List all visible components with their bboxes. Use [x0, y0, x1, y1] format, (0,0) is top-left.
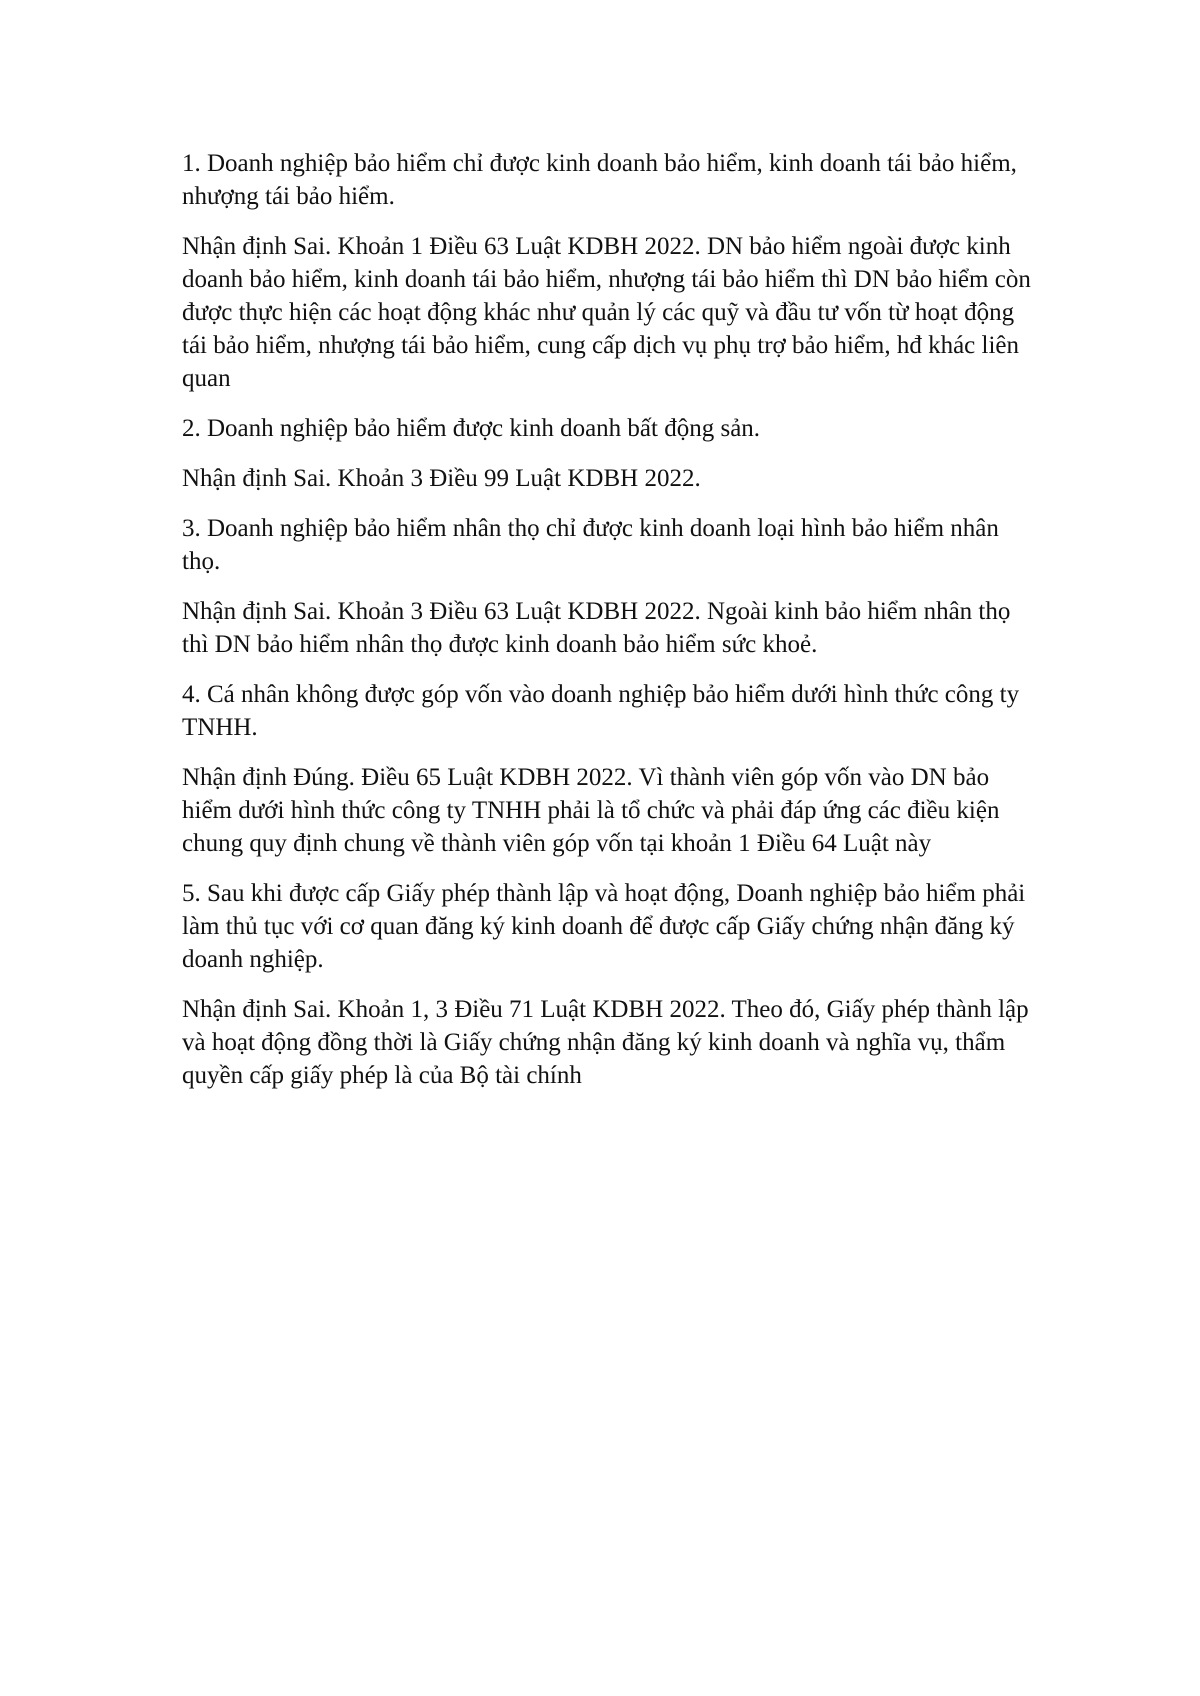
- answer-4: Nhận định Đúng. Điều 65 Luật KDBH 2022. Vì thành viên góp vốn vào DN bảo hiểm dưới hình thức công ty TNHH phải là tổ chức và phải đáp ứng các điều kiện chung quy định chung về thành viên góp vốn tại khoản 1 Điều 64 Luật này: [182, 764, 1000, 857]
- question-3: 3. Doanh nghiệp bảo hiểm nhân thọ chỉ được kinh doanh loại hình bảo hiểm nhân thọ.: [182, 515, 999, 575]
- answer-5: Nhận định Sai. Khoản 1, 3 Điều 71 Luật KDBH 2022. Theo đó, Giấy phép thành lập và hoạt động đồng thời là Giấy chứng nhận đăng ký kinh doanh và nghĩa vụ, thẩm quyền cấp giấy phép là của Bộ tài chính: [182, 996, 1029, 1089]
- answer-2: Nhận định Sai. Khoản 3 Điều 99 Luật KDBH 2022.: [182, 465, 701, 492]
- question-1: 1. Doanh nghiệp bảo hiểm chỉ được kinh doanh bảo hiểm, kinh doanh tái bảo hiểm, nhượng tái bảo hiểm.: [182, 150, 1017, 210]
- answer-3: Nhận định Sai. Khoản 3 Điều 63 Luật KDBH 2022. Ngoài kinh bảo hiểm nhân thọ thì DN bảo hiểm nhân thọ được kinh doanh bảo hiểm sức khoẻ.: [182, 598, 1011, 658]
- question-5: 5. Sau khi được cấp Giấy phép thành lập và hoạt động, Doanh nghiệp bảo hiểm phải làm thủ tục với cơ quan đăng ký kinh doanh để được cấp Giấy chứng nhận đăng ký doanh nghiệp.: [182, 880, 1026, 973]
- answer-1: Nhận định Sai. Khoản 1 Điều 63 Luật KDBH 2022. DN bảo hiểm ngoài được kinh doanh bảo hiểm, kinh doanh tái bảo hiểm, nhượng tái bảo hiểm thì DN bảo hiểm còn được thực hiện các hoạt động khác như quản lý các quỹ và đầu tư vốn từ hoạt động tái bảo hiểm, nhượng tái bảo hiểm, cung cấp dịch vụ phụ trợ bảo hiểm, hđ khác liên quan: [182, 233, 1031, 392]
- question-4: 4. Cá nhân không được góp vốn vào doanh nghiệp bảo hiểm dưới hình thức công ty TNHH.: [182, 681, 1020, 741]
- question-2: 2. Doanh nghiệp bảo hiểm được kinh doanh bất động sản.: [182, 415, 761, 442]
- document-body: [182, 147, 1032, 1109]
